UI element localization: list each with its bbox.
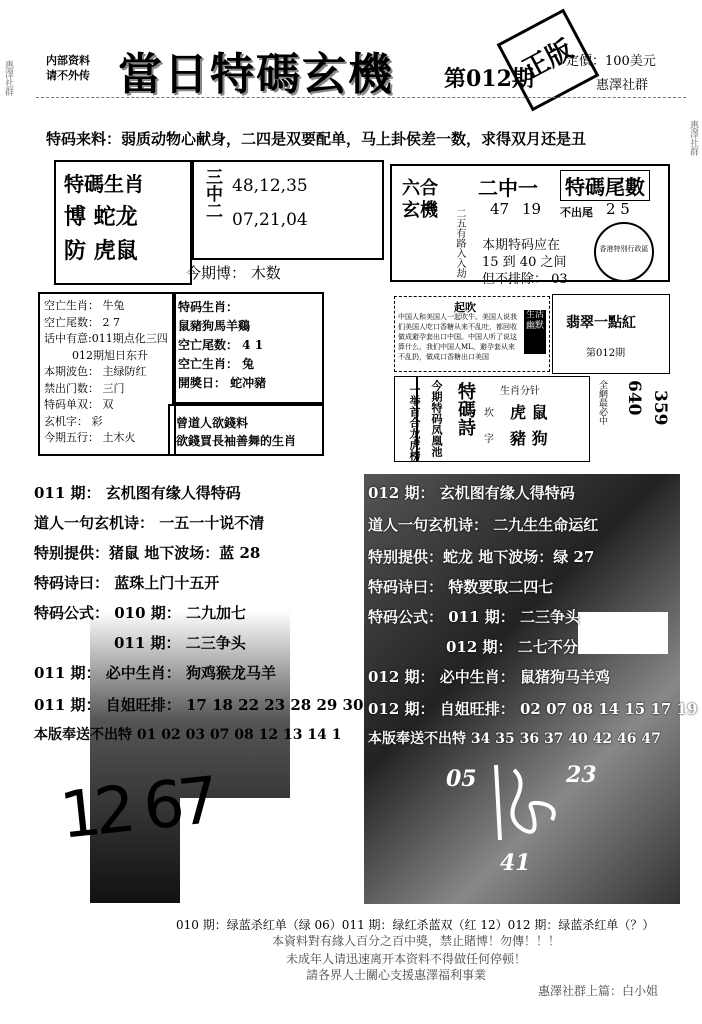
issue-number: 第012期 [444, 66, 534, 92]
tail-title: 特碼尾數 [560, 170, 650, 201]
no-tail-label: 不出尾 [560, 206, 593, 219]
notice-title: 起吹 [454, 301, 476, 314]
page-title: 當日特碼玄機 [118, 49, 394, 100]
liuhe-label: 六合玄機 [402, 178, 438, 221]
left-line-9: 本版奉送不出特 01 02 03 07 08 12 13 14 1 [34, 727, 342, 743]
grid-b: 豬 狗 [510, 429, 548, 448]
two-in-one-1: 47 [490, 200, 510, 218]
info-mid-3: 空亡尾数： 4 1 [178, 338, 264, 352]
publisher-label: 惠澤社群 [596, 78, 649, 93]
right-hand-23: 23 [566, 762, 597, 788]
left-line-1: 011 期： 玄机图有缘人得特码 [34, 484, 241, 502]
emerald-box [552, 294, 670, 374]
info-left-2: 空亡尾数： 2 7 [44, 315, 120, 329]
info-left-7: 特码单双： 双 [44, 398, 114, 411]
poem-box [394, 376, 590, 462]
hk-seal-text: 香港特別行政區 [599, 245, 649, 253]
this-bet: 今期博： 木数 [186, 264, 281, 282]
exclude-line: 但不排除： 03 [482, 272, 568, 287]
footer-line-1: 本資料對有緣人百分之百中獎，禁止賭博！勿傳！！！ [272, 934, 561, 948]
footer-line-3: 請各界人士關心支援惠澤福利事業 [306, 968, 487, 982]
info-mid-list [178, 298, 266, 393]
poem-col-2: 今期特码凤凰池 [430, 380, 443, 457]
info-left-9: 今期五行： 土木火 [44, 431, 136, 444]
info-left-5: 本期波色： 主绿防红 [44, 365, 147, 378]
emerald-title: 翡翠一點紅 [566, 315, 636, 331]
notice-tag: 生活幽默 [524, 310, 546, 354]
right-handwriting-strokes [486, 760, 566, 850]
left-line-5: 特码公式： 010 期： 二九加七 [34, 604, 246, 622]
tao-money-2: 欲錢買長袖善舞的生肖 [176, 434, 297, 448]
left-line-8: 011 期： 自姐旺排： 17 18 22 23 28 29 30 [34, 696, 364, 714]
price-label: 定價：100美元 [566, 54, 656, 69]
no-share-label: 请不外传 [46, 69, 90, 82]
info-left-1: 空亡生肖： 牛兔 [44, 299, 125, 312]
two-in-one: 二中一 [478, 176, 538, 200]
three-in-two-label: 三中二 [202, 168, 222, 219]
grid-title: 生肖分针 [500, 386, 540, 397]
right-line-5: 特码公式： 011 期： 二三争头 [368, 608, 580, 626]
info-mid-5: 開獎日： 蛇冲豬 [178, 376, 267, 390]
right-line-2: 道人一句玄机诗： 二九生生命运红 [368, 516, 599, 534]
right-line-7: 012 期： 必中生肖： 鼠猪狗马羊鸡 [368, 668, 610, 686]
internal-label: 内部资料 [46, 54, 90, 67]
grid-a-label: 坎 [484, 408, 494, 419]
side-watermark-right: 惠澤社群 [688, 120, 698, 156]
left-line-6: 011 期： 二三争头 [114, 634, 246, 652]
source-line: 特码来料：弱质动物心献身，二四是双要配单，马上卦侯差一数，求得双月还是丑 [46, 130, 587, 148]
notice-text: 中国人和美国人一起吹牛。美国人说我们美国人吃口香糖从来不乱吐，都回收做成避孕套出口中国。中国人听了说这算什么，我们中国人ML，避孕套从来不乱扔，做成口香糖出口美国 [398, 313, 517, 361]
emerald-num-2: 359 [650, 390, 670, 426]
grid-a: 虎 鼠 [510, 403, 548, 422]
info-mid-2: 鼠豬狗馬羊鷄 [178, 319, 251, 333]
hk-seal [594, 222, 654, 282]
info-left-6: 禁出门数： 三门 [44, 381, 125, 395]
info-left-3: 话中有意:011期点化三四 [44, 332, 168, 345]
history-line: 010 期：绿蓝杀红单（绿 06）011 期：绿红杀蓝双（红 12）012 期：绿蓝杀红单（？） [176, 918, 655, 932]
bet-zodiac: 博 蛇龙 [64, 204, 138, 230]
info-left-8: 玄机字： 彩 [44, 414, 103, 428]
tao-money [176, 414, 296, 450]
grid-b-label: 字 [484, 434, 494, 445]
right-photo-mask [578, 612, 668, 654]
right-line-6: 012 期： 二七不分 [446, 638, 578, 656]
info-left-4: 012期旭日东升 [72, 348, 148, 362]
right-line-1: 012 期： 玄机图有缘人得特码 [368, 484, 575, 502]
range-2: 15 到 40 之间 [482, 255, 567, 270]
left-line-7: 011 期： 必中生肖： 狗鸡猴龙马羊 [34, 664, 276, 682]
two-in-one-2: 19 [522, 200, 542, 218]
three-in-two-nums-2: 07,21,04 [232, 210, 308, 230]
footer-credit: 惠澤社群上篇：白小姐 [538, 984, 659, 998]
zodiac-title: 特碼生肖 [64, 172, 144, 196]
poem-col-1: 一举首合龙虎榜 [408, 384, 421, 461]
side-watermark-left: 惠澤社群 [3, 60, 13, 96]
info-left-list [44, 298, 168, 447]
info-mid-1: 特码生肖： [178, 300, 239, 314]
no-tail-nums: 2 5 [606, 200, 630, 218]
poem-label: 特碼詩 [455, 382, 476, 436]
emerald-issue: 第012期 [586, 348, 626, 359]
info-mid-4: 空亡生肖： 兔 [178, 357, 255, 371]
right-hand-41: 41 [500, 850, 531, 876]
left-line-3: 特别提供：猪鼠 地下波场：蓝 28 [34, 544, 261, 562]
emerald-tag: 全網最必中 [597, 380, 607, 425]
authentic-stamp: 正版 [497, 9, 600, 112]
left-line-4: 特码诗曰： 蓝珠上门十五开 [34, 574, 220, 592]
right-line-4: 特码诗曰： 特数要取二四七 [368, 578, 554, 596]
tao-money-1: 曾道人欲錢料 [176, 416, 249, 430]
footer-line-2: 未成年人请迅速离开本资料不得做任何停顿！ [286, 952, 527, 966]
three-in-two-nums-1: 48,12,35 [232, 176, 308, 196]
avoid-zodiac: 防 虎鼠 [64, 238, 138, 264]
header-divider [36, 97, 686, 98]
left-handwriting: 12 67 [56, 764, 217, 854]
range-1: 本期特码应在 [482, 238, 561, 253]
liuhe-side: 二五有路入入劫 [454, 208, 465, 278]
left-line-2: 道人一句玄机诗： 一五一十说不清 [34, 514, 265, 532]
right-hand-05: 05 [446, 766, 477, 792]
right-line-3: 特别提供：蛇龙 地下波场：绿 27 [368, 548, 595, 566]
right-line-9: 本版奉送不出特 34 35 36 37 40 42 46 47 [368, 731, 661, 747]
emerald-num-1: 640 [624, 380, 644, 416]
right-line-8: 012 期： 自姐旺排： 02 07 08 14 15 17 19 [368, 700, 698, 718]
